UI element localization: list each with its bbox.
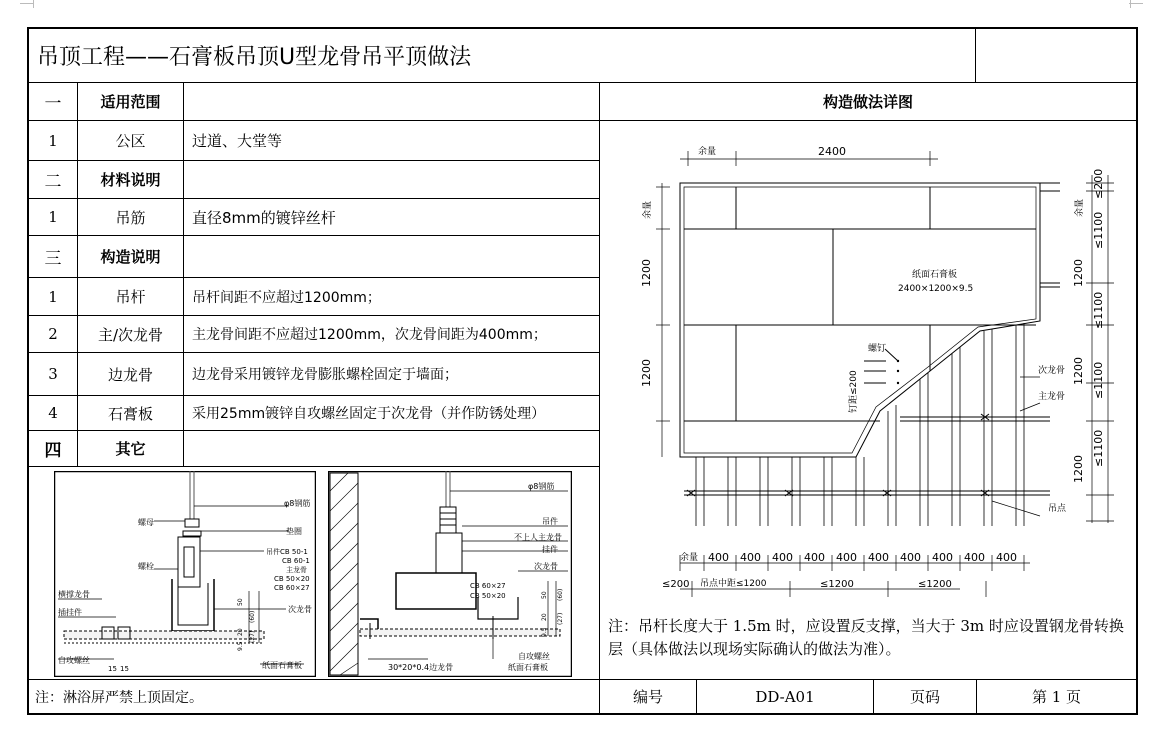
corner-mark [33,0,34,8]
dim-50: 50 [237,598,244,606]
bottom-dim-200: ≤200 [662,579,690,590]
bottom-dim-1200: ≤1200 [918,579,952,590]
label-board: 纸面石膏板 [262,661,302,670]
row-description: 直径8mm的镀锌丝杆 [192,208,336,227]
label-rod: φ8钢筋 [284,499,311,508]
dim-9-5: 9.5 [237,641,244,651]
section-number: 二 [44,172,62,192]
label-screw: 自攻螺丝 [518,652,550,661]
row-label: 吊筋 [115,208,146,227]
divider [29,466,599,467]
row-label: 主/次龙骨 [97,325,164,344]
row-description: 主龙骨间距不应超过1200mm，次龙骨间距为400mm； [192,327,547,343]
left-margin-label: 余量 [643,200,653,219]
right-margin-label: 余量 [1075,198,1085,217]
right-dim-1100-a: ≤1100 [1092,211,1105,249]
bottom-dim-400: 400 [900,551,921,564]
row-description: 边龙骨采用镀锌龙骨膨胀螺栓固定于墙面； [192,367,458,383]
section-label: 材料说明 [100,171,161,189]
bottom-dim-400: 400 [996,551,1017,564]
page-value: 第 1 页 [1031,688,1082,706]
label-secondary: 次龙骨 [534,562,558,571]
plan-note: 注：吊杆长度大于 1.5m 时，应设置反支撑，当大于 3m 时应设置钢龙骨转换层（具体做法以现场实际确认的做法为准）。 [608,617,1124,658]
label-cb-1: CB 60×27 [470,582,506,590]
page-title: 吊顶工程——石膏板吊顶U型龙骨吊平顶做法 [37,45,472,70]
label-main: 主龙骨 [286,566,307,574]
row-label: 石膏板 [107,404,153,423]
label-no-walk-runner: 不上人主龙骨 [514,533,562,542]
label-main-2: CB 50×20 [274,575,310,583]
bottom-dim-400: 400 [964,551,985,564]
section-label: 其它 [115,440,146,458]
corner-mark [1129,3,1143,4]
corner-mark [1130,0,1131,8]
label-washer: 垫圈 [286,527,302,536]
right-dim-200: ≤200 [1092,168,1105,199]
board-size: 2400×1200×9.5 [898,284,974,294]
detail-header: 构造做法详图 [822,93,913,111]
bottom-dim-400: 400 [708,551,729,564]
bottom-dim-400: 400 [772,551,793,564]
label-hanger-2: CB 60-1 [282,557,310,565]
label-hanger: 吊件CB 50-1 [266,548,308,556]
label-nut: 螺母 [138,518,154,527]
section-label: 适用范围 [100,93,161,111]
bottom-dim-400: 400 [804,551,825,564]
label-board: 纸面石膏板 [508,663,548,672]
label-clip: 插挂件 [58,608,82,617]
label-clip: 挂件 [542,545,558,554]
bottom-dim-400: 400 [740,551,761,564]
label-secondary: 次龙骨 [288,605,312,614]
row-description: 吊杆间距不应超过1200mm； [192,289,381,306]
screw-label: 螺钉 [868,344,887,354]
dim-9-5: 9.5 [541,627,548,637]
row-label: 吊杆 [115,288,146,306]
label-rod: φ8钢筋 [528,482,555,491]
right-dim-1200-a: 1200 [1072,259,1085,287]
row-label: 边龙骨 [107,365,153,384]
label-screw: 自攻螺丝 [58,656,90,665]
dim-50: 50 [541,591,548,599]
label-bolt: 螺栓 [138,562,154,571]
right-dim-1100-d: ≤1100 [1092,429,1105,467]
label-edge-runner: 30*20*0.4边龙骨 [388,663,454,672]
top-margin-label: 余量 [698,147,717,157]
dim-27: (27) [557,612,564,625]
main-runner-label: 主龙骨 [1038,392,1066,402]
section-detail-a [54,471,316,677]
screw-spacing-label: 钉距≤200 [849,370,859,413]
bottom-margin-label: 余量 [680,553,699,563]
secondary-runner-label: 次龙骨 [1038,366,1066,376]
right-dim-1100-b: ≤1100 [1092,291,1105,329]
dim-15-b: 15 [120,665,129,673]
row-number: 1 [48,208,58,226]
row-number: 1 [48,131,58,150]
label-cross: 横撑龙骨 [58,590,90,599]
bottom-dim-400: 400 [932,551,953,564]
label-cb-2: CB 50×20 [470,592,506,600]
row-description: 采用25mm镀锌自攻螺丝固定于次龙骨（并作防锈处理） [192,406,546,422]
dim-27: (27) [249,630,256,643]
bottom-dim-400: 400 [868,551,889,564]
left-dim-2: 1200 [640,359,653,387]
row-number: 2 [48,325,58,343]
section-detail-b [328,471,572,677]
divider [975,29,976,82]
left-dim-1: 1200 [640,259,653,287]
ceiling-plan-drawing [600,121,1136,611]
section-number: 一 [44,94,62,114]
row-number: 1 [48,287,58,306]
code-label: 编号 [632,688,663,706]
row-label: 公区 [115,132,146,150]
corner-mark [20,3,34,4]
page-label: 页码 [909,688,940,706]
bottom-dim-400: 400 [836,551,857,564]
section-number: 三 [44,249,62,269]
top-dim-label: 2400 [818,145,846,158]
right-dim-1100-c: ≤1100 [1092,361,1105,399]
label-hanger: 吊件 [542,517,558,526]
dim-20: 20 [237,628,244,636]
right-dim-1200-c: 1200 [1072,455,1085,483]
row-number: 3 [48,365,58,383]
dim-60: (60) [249,610,256,623]
section-number: 四 [44,441,62,461]
label-main-3: CB 60×27 [274,584,310,592]
row-description: 过道、大堂等 [192,132,283,150]
footer-note: 注：淋浴屏严禁上顶固定。 [35,689,203,706]
section-label: 构造说明 [100,248,161,266]
dim-15: 15 [108,665,117,673]
right-dim-1200-b: 1200 [1072,357,1085,385]
board-label: 纸面石膏板 [912,270,958,280]
bottom-dim-1200: ≤1200 [820,579,854,590]
row-number: 4 [48,404,58,422]
dim-60: (60) [557,588,564,601]
dim-20: 20 [541,613,548,621]
hang-spacing-label: 吊点中距≤1200 [700,579,767,589]
hang-point-label: 吊点 [1048,504,1067,514]
code-value: DD-A01 [755,687,815,706]
